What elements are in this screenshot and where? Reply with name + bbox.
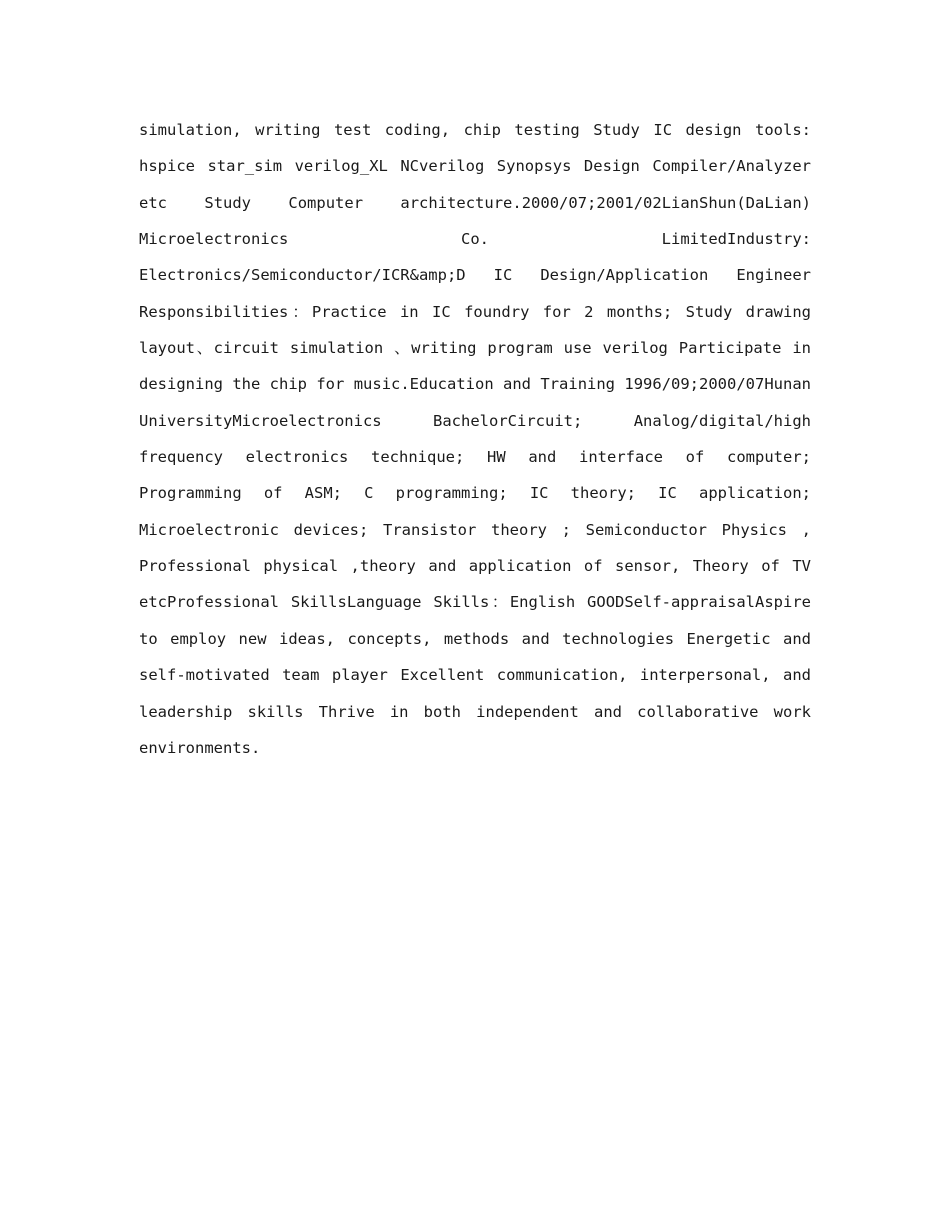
text-line: Microelectronics Co. LimitedIndustry: [139,230,811,249]
text-line: UniversityMicroelectronics BachelorCircuit; Analog/digital/high [139,411,811,430]
text-line: hspice star_sim verilog_XL NCverilog Synopsys Design Compiler/Analyzer [139,157,811,176]
text-line: frequency electronics technique; HW and interface of computer; [139,448,811,467]
text-line: leadership skills Thrive in both independent and collaborative work [139,702,811,721]
text-line: etc Study Computer architecture.2000/07;2001/02LianShun(DaLian) [139,193,811,212]
text-line: Electronics/Semiconductor/ICR&amp;D IC Design/Application Engineer [139,266,811,285]
text-line: simulation, writing test coding, chip testing Study IC design tools: [139,121,811,139]
body-paragraph [139,112,811,766]
text-line: Microelectronic devices; Transistor theory ; Semiconductor Physics , [139,520,811,539]
text-line: layout、circuit simulation 、writing program use verilog Participate in [139,339,811,358]
text-line: designing the chip for music.Education and Training 1996/09;2000/07Hunan [139,375,811,394]
text-line: Programming of ASM; C programming; IC theory; IC application; [139,484,811,503]
text-line: etcProfessional SkillsLanguage Skills：English GOODSelf-appraisalAspire [139,593,811,612]
text-line: to employ new ideas, concepts, methods and technologies Energetic and [139,629,811,648]
text-line: environments. [139,738,261,757]
text-line: self-motivated team player Excellent communication, interpersonal, and [139,666,811,685]
text-line: Responsibilities：Practice in IC foundry for 2 months; Study drawing [139,302,811,321]
text-line: Professional physical ,theory and application of sensor, Theory of TV [139,557,811,576]
